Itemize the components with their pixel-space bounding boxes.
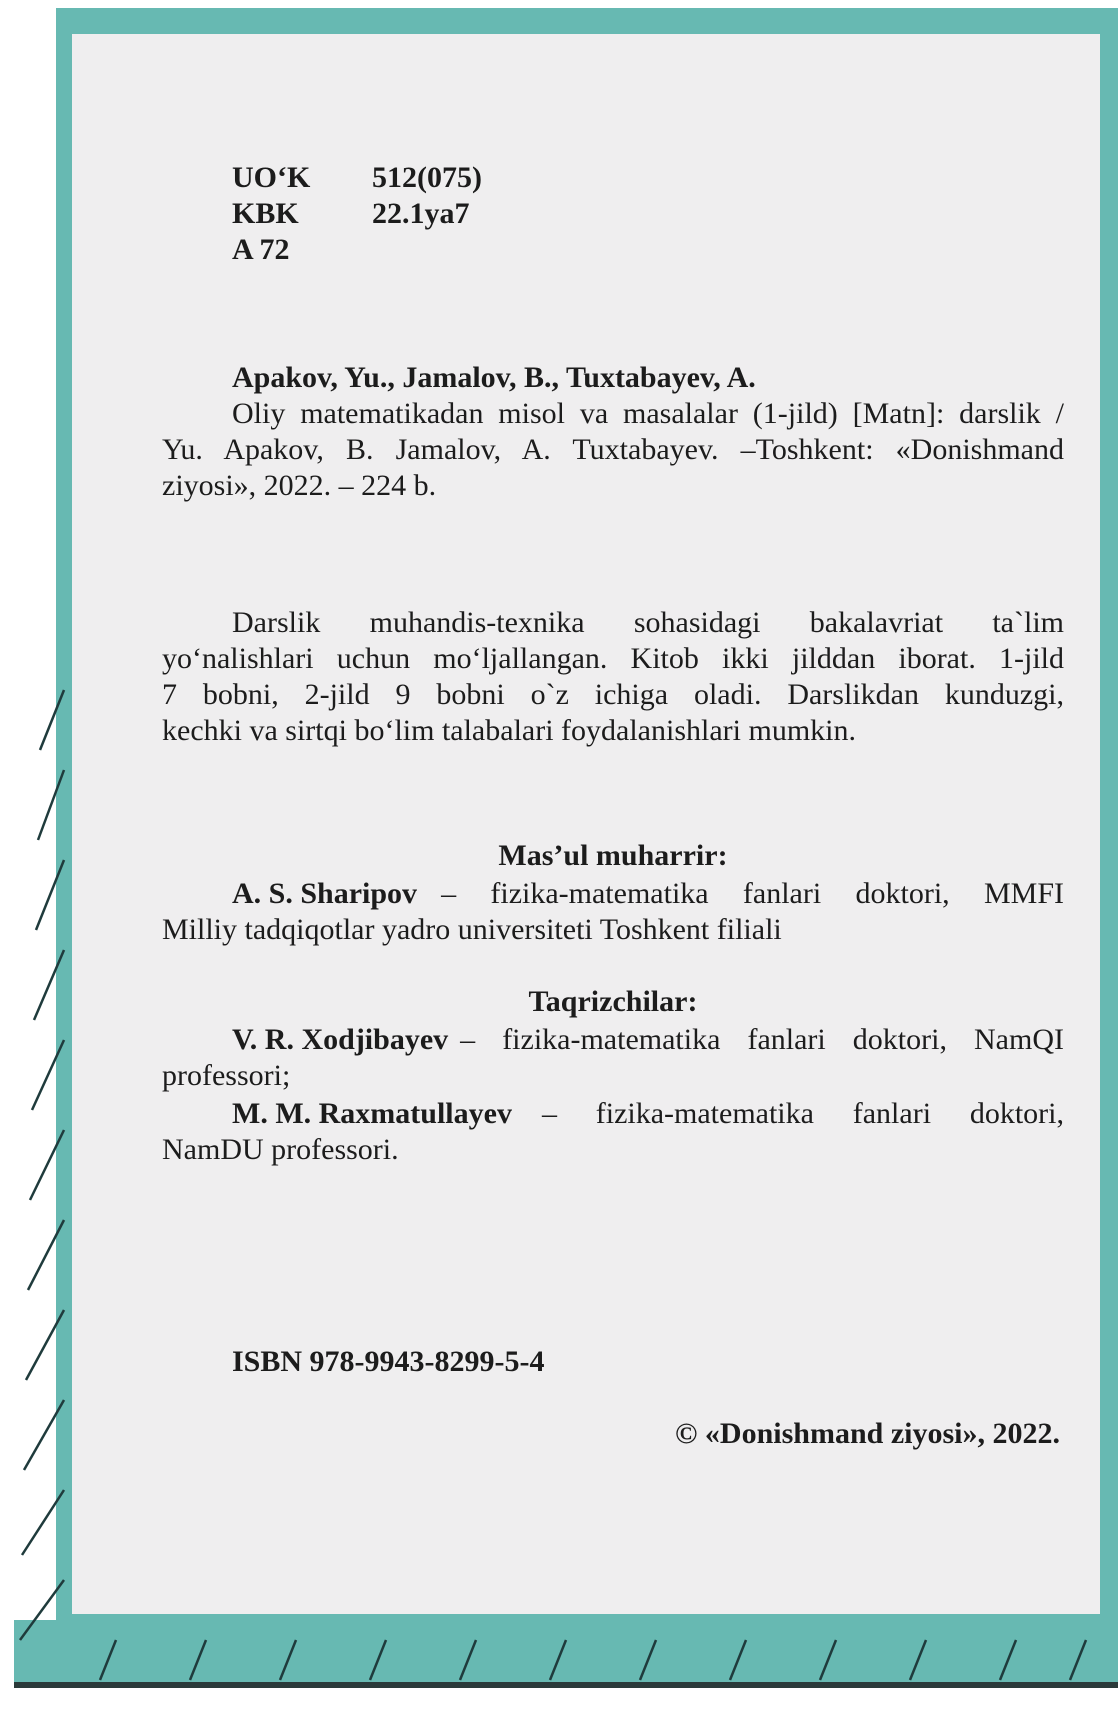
reviewer-affiliation: – fizika-matematika fanlari doktori, — [541, 1097, 1064, 1130]
uok-label: UO‘K — [232, 161, 311, 194]
editor-affiliation-cont: Milliy tadqiqotlar yadro universiteti Toshkent filiali — [162, 913, 782, 946]
editor-heading: Mas’ul muharrir: — [498, 839, 728, 872]
title-verso-page — [72, 34, 1100, 1614]
copyright: © «Donishmand ziyosi», 2022. — [675, 1417, 1060, 1450]
reviewers-heading: Taqrizchilar: — [528, 985, 698, 1018]
annotation-line: Darslik muhandis-texnika sohasidagi bakalavriat ta`lim — [232, 606, 1064, 639]
reviewer-name: V. R. Xodjibayev — [232, 1023, 449, 1056]
uok-value: 512(075) — [372, 161, 482, 194]
isbn: ISBN 978-9943-8299-5-4 — [232, 1345, 545, 1378]
kbk-value: 22.1ya7 — [372, 197, 470, 230]
reviewer-name: M. M. Raxmatullayev — [232, 1097, 512, 1130]
citation-line: Oliy matematikadan misol va masalalar (1-jild) [Matn]: darslik / — [232, 397, 1064, 430]
reviewer-line — [232, 1096, 1064, 1132]
reviewer-affiliation-cont: NamDU professori. — [162, 1133, 399, 1166]
editor-line — [232, 876, 1064, 912]
editor-affiliation: – fizika-matematika fanlari doktori, MMFI — [441, 877, 1064, 910]
kbk-label: KBK — [232, 197, 299, 230]
reviewer-affiliation-cont: professori; — [162, 1059, 291, 1092]
annotation-line: yo‘nalishlari uchun mo‘ljallangan. Kitob ikki jilddan iborat. 1-jild — [162, 642, 1064, 675]
reviewer-line — [232, 1022, 1064, 1058]
citation-authors: Apakov, Yu., Jamalov, B., Tuxtabayev, A. — [232, 361, 756, 394]
citation-line: Yu. Apakov, B. Jamalov, A. Tuxtabayev. –Toshkent: «Donishmand — [162, 433, 1064, 466]
author-sign: A 72 — [232, 233, 290, 266]
editor-name: A. S. Sharipov — [232, 877, 418, 910]
citation-line: ziyosi», 2022. – 224 b. — [162, 469, 437, 502]
annotation-line: kechki va sirtqi bo‘lim talabalari foydalanishlari mumkin. — [162, 714, 856, 747]
annotation-line: 7 bobni, 2-jild 9 bobni o`z ichiga oladi. Darslikdan kunduzgi, — [162, 678, 1064, 711]
reviewer-affiliation: – fizika-matematika fanlari doktori, NamQI — [460, 1023, 1064, 1056]
